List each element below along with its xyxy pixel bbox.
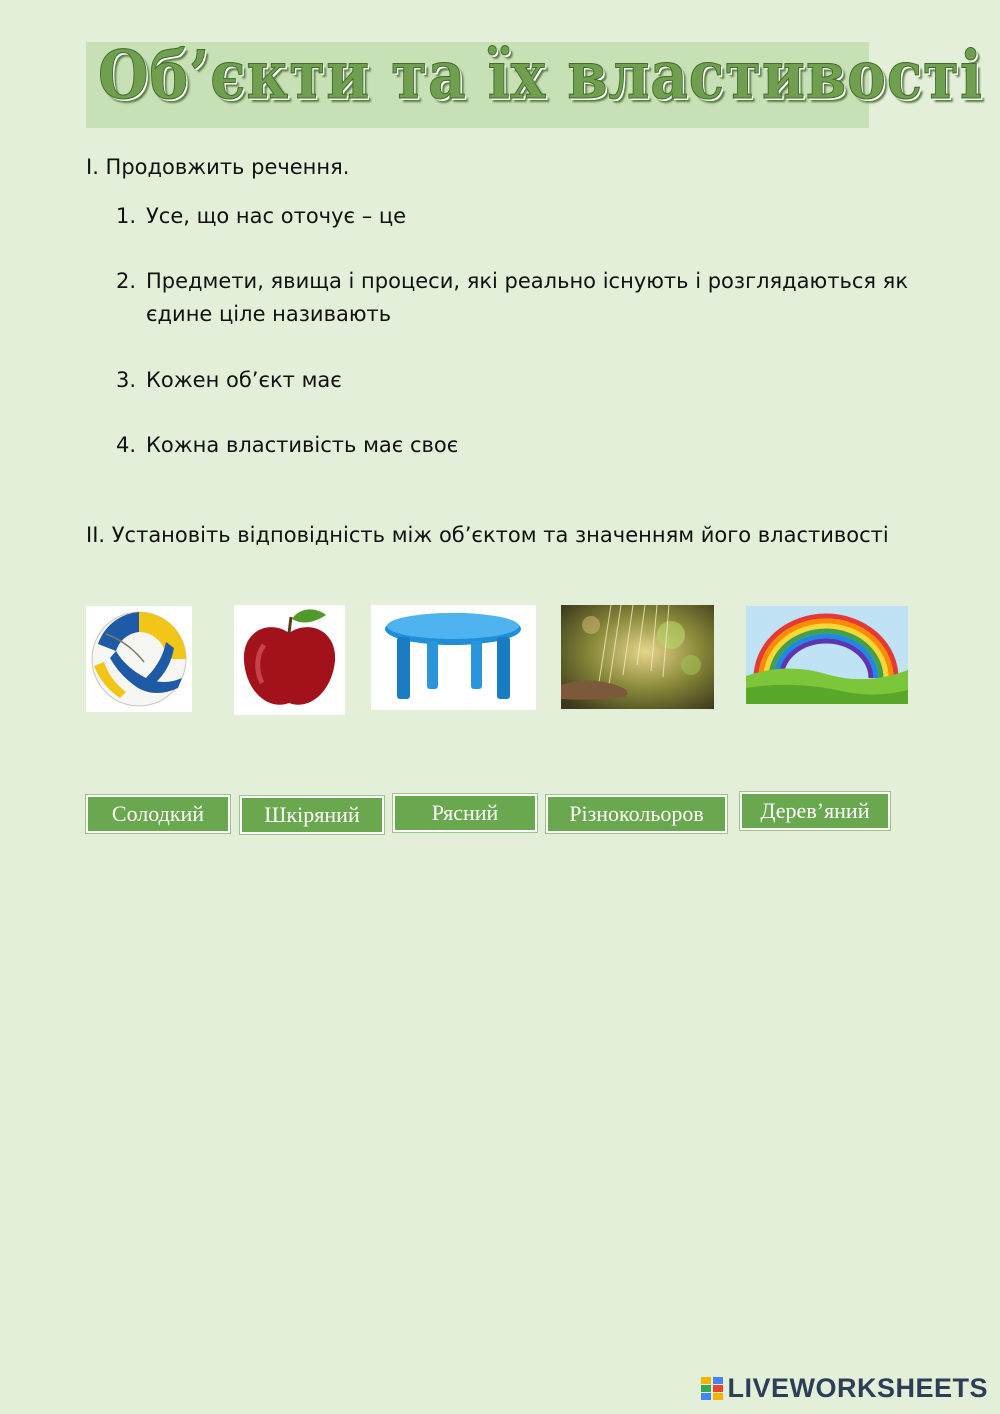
- rainbow-image: [746, 606, 908, 704]
- title-banner: [86, 36, 983, 128]
- page-title: Об’єкти та їх властивості: [98, 36, 983, 114]
- word-chip[interactable]: Рясний: [393, 794, 537, 832]
- question-item: [116, 429, 936, 462]
- word-chip[interactable]: Дерев’яний: [740, 792, 890, 830]
- question-text: Кожна властивість має своє: [146, 433, 459, 457]
- section-2-heading: II. Установіть відповідність між об’єктом та значенням його властивості: [86, 523, 889, 547]
- question-number: 1.: [116, 204, 137, 228]
- brand-text: LIVEWORKSHEETS: [727, 1373, 988, 1403]
- question-text: Усе, що нас оточує – це: [146, 204, 407, 228]
- question-number: 3.: [116, 368, 137, 392]
- question-item: [116, 364, 936, 397]
- question-number: 4.: [116, 433, 137, 457]
- question-item: [116, 200, 936, 233]
- question-text: Предмети, явища і процеси, які реально існують і розглядаються як єдине ціле називають: [146, 269, 908, 326]
- rain-image: [561, 605, 714, 709]
- section-1-heading: I. Продовжить речення.: [86, 155, 350, 179]
- word-chip[interactable]: Різнокольоров: [546, 795, 727, 833]
- brand-logo[interactable]: [701, 1373, 988, 1404]
- table-image: [371, 605, 536, 710]
- word-chip[interactable]: Солодкий: [86, 795, 230, 833]
- question-text: Кожен об’єкт має: [146, 368, 342, 392]
- liveworksheets-icon: [701, 1377, 723, 1401]
- word-chip[interactable]: Шкіряний: [240, 796, 384, 834]
- apple-image: [234, 605, 345, 715]
- question-item: [116, 265, 936, 331]
- volleyball-image: [86, 606, 192, 712]
- question-number: 2.: [116, 269, 137, 293]
